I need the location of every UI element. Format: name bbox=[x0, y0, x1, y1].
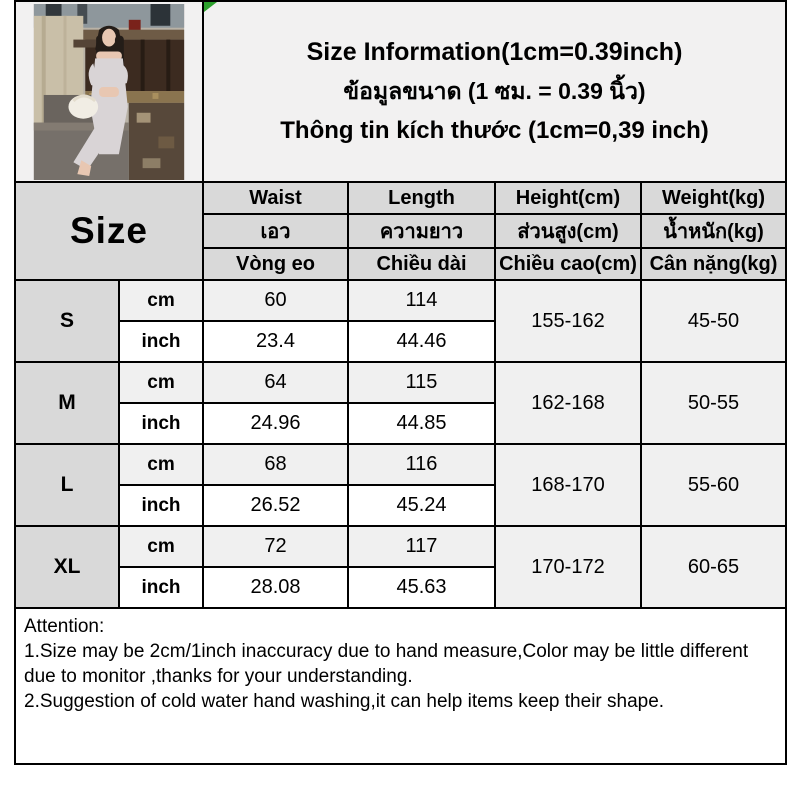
table-row-xl-cm bbox=[15, 526, 786, 567]
s-waist-cm: 60 bbox=[203, 280, 348, 321]
title-vietnamese: Thông tin kích thước (1cm=0,39 inch) bbox=[280, 117, 709, 144]
unit-inch-label: inch bbox=[119, 321, 203, 362]
m-length-inch: 44.85 bbox=[348, 403, 495, 444]
title-english: Size Information(1cm=0.39inch) bbox=[306, 38, 683, 66]
m-height: 162-168 bbox=[495, 362, 641, 444]
xl-weight: 60-65 bbox=[641, 526, 786, 608]
size-label-m: M bbox=[15, 362, 119, 444]
size-table bbox=[14, 0, 787, 765]
header-waist-en: Waist bbox=[203, 182, 348, 214]
photo-cell bbox=[15, 1, 203, 182]
l-weight: 55-60 bbox=[641, 444, 786, 526]
xl-height: 170-172 bbox=[495, 526, 641, 608]
xl-waist-inch: 28.08 bbox=[203, 567, 348, 608]
s-waist-inch: 23.4 bbox=[203, 321, 348, 362]
l-length-inch: 45.24 bbox=[348, 485, 495, 526]
xl-waist-cm: 72 bbox=[203, 526, 348, 567]
s-length-cm: 114 bbox=[348, 280, 495, 321]
table-row-m-cm bbox=[15, 362, 786, 403]
product-photo bbox=[16, 4, 202, 180]
xl-length-cm: 117 bbox=[348, 526, 495, 567]
table-row-s-cm bbox=[15, 280, 786, 321]
size-label-xl: XL bbox=[15, 526, 119, 608]
title-row bbox=[15, 1, 786, 182]
l-length-cm: 116 bbox=[348, 444, 495, 485]
size-label-s: S bbox=[15, 280, 119, 362]
header-height-en: Height(cm) bbox=[495, 182, 641, 214]
m-length-cm: 115 bbox=[348, 362, 495, 403]
attention-heading: Attention: bbox=[24, 616, 105, 637]
unit-inch-label: inch bbox=[119, 567, 203, 608]
header-weight-th: น้ำหนัก(kg) bbox=[641, 214, 786, 248]
table-row-l-cm bbox=[15, 444, 786, 485]
header-length-th: ความยาว bbox=[348, 214, 495, 248]
unit-inch-label: inch bbox=[119, 485, 203, 526]
attention-box bbox=[15, 608, 786, 764]
header-weight-en: Weight(kg) bbox=[641, 182, 786, 214]
title-thai: ข้อมูลขนาด (1 ซม. = 0.39 นิ้ว) bbox=[343, 78, 646, 104]
m-weight: 50-55 bbox=[641, 362, 786, 444]
header-length-vi: Chiều dài bbox=[348, 248, 495, 280]
attention-row bbox=[15, 608, 786, 764]
s-length-inch: 44.46 bbox=[348, 321, 495, 362]
header-height-th: ส่วนสูง(cm) bbox=[495, 214, 641, 248]
size-label-l: L bbox=[15, 444, 119, 526]
attention-note-2: 2.Suggestion of cold water hand washing,it can help items keep their shape. bbox=[24, 691, 665, 712]
header-row-en bbox=[15, 182, 786, 214]
unit-cm-label: cm bbox=[119, 444, 203, 485]
m-waist-cm: 64 bbox=[203, 362, 348, 403]
size-header-cell: Size bbox=[15, 182, 203, 280]
attention-note-1: 1.Size may be 2cm/1inch inaccuracy due to hand measure,Color may be little different due to monitor ,thanks for your understanding. bbox=[24, 641, 749, 687]
xl-length-inch: 45.63 bbox=[348, 567, 495, 608]
s-height: 155-162 bbox=[495, 280, 641, 362]
model-photo-illustration bbox=[33, 4, 185, 180]
unit-cm-label: cm bbox=[119, 526, 203, 567]
l-waist-cm: 68 bbox=[203, 444, 348, 485]
l-waist-inch: 26.52 bbox=[203, 485, 348, 526]
unit-cm-label: cm bbox=[119, 362, 203, 403]
cell-corner-marker-icon bbox=[204, 2, 217, 12]
header-weight-vi: Cân nặng(kg) bbox=[641, 248, 786, 280]
header-height-vi: Chiều cao(cm) bbox=[495, 248, 641, 280]
header-length-en: Length bbox=[348, 182, 495, 214]
header-waist-th: เอว bbox=[203, 214, 348, 248]
unit-cm-label: cm bbox=[119, 280, 203, 321]
s-weight: 45-50 bbox=[641, 280, 786, 362]
title-cell bbox=[203, 1, 786, 182]
unit-inch-label: inch bbox=[119, 403, 203, 444]
header-waist-vi: Vòng eo bbox=[203, 248, 348, 280]
m-waist-inch: 24.96 bbox=[203, 403, 348, 444]
l-height: 168-170 bbox=[495, 444, 641, 526]
